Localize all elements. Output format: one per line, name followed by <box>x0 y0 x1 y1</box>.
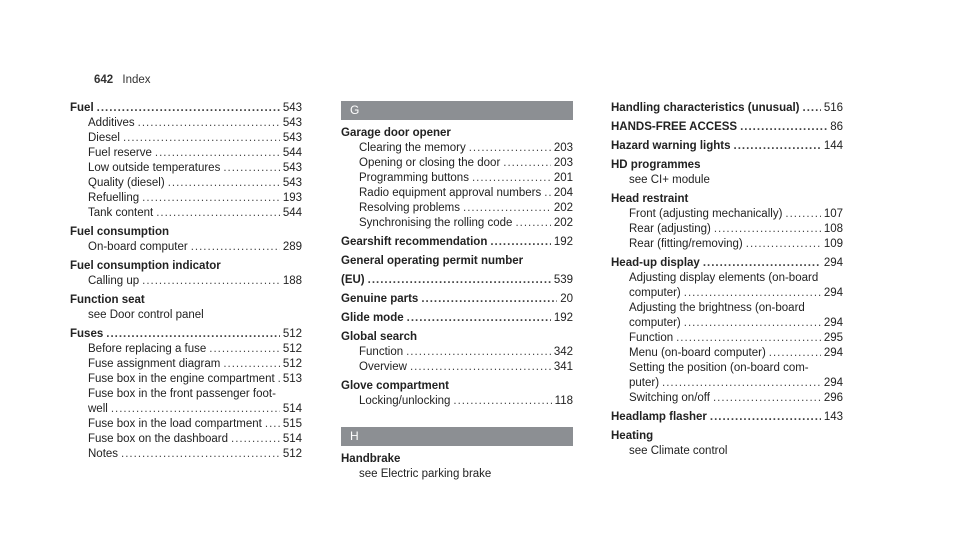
index-subentry[interactable] <box>70 447 302 462</box>
entry-text: Glide mode <box>341 312 404 324</box>
index-subentry[interactable] <box>341 360 573 375</box>
page-ref[interactable]: 202 <box>553 217 573 229</box>
page-ref[interactable]: 514 <box>282 433 302 445</box>
page-ref[interactable]: 543 <box>282 162 302 174</box>
page-ref[interactable]: 295 <box>823 332 843 344</box>
page-ref[interactable]: 192 <box>553 312 573 324</box>
entry-text: Fuse box in the front passenger foot- <box>88 388 276 400</box>
index-subentry[interactable] <box>611 222 843 237</box>
dot-leader <box>155 146 280 161</box>
dot-leader <box>223 161 279 176</box>
page-ref[interactable]: 203 <box>553 157 573 169</box>
entry-text: Gearshift recommendation <box>341 236 488 248</box>
entry-text: Handling characteristics (unusual) <box>611 102 800 114</box>
page-ref[interactable]: 512 <box>282 328 302 340</box>
page-ref[interactable]: 201 <box>553 172 573 184</box>
index-group-h <box>341 452 573 482</box>
index-subentry[interactable] <box>341 171 573 186</box>
dot-leader <box>740 120 827 135</box>
page-ref[interactable]: 192 <box>553 236 573 248</box>
entry-text: Adjusting the brightness (on-board <box>629 302 805 314</box>
entry-text: Quality (diesel) <box>88 177 165 189</box>
page-ref[interactable]: 539 <box>553 274 573 286</box>
index-entry[interactable] <box>341 330 573 345</box>
entry-text: General operating permit number <box>341 255 524 267</box>
dot-leader <box>785 207 820 222</box>
dot-leader <box>223 357 280 372</box>
page-ref[interactable]: 107 <box>823 208 843 220</box>
page-ref[interactable]: 289 <box>282 241 302 253</box>
entry-text: see Electric parking brake <box>359 468 492 480</box>
index-subentry[interactable] <box>70 357 302 372</box>
dot-leader <box>469 141 551 156</box>
dot-leader <box>714 222 821 237</box>
page-ref[interactable]: 294 <box>823 377 843 389</box>
entry-text: HANDS-FREE ACCESS <box>611 121 738 133</box>
page-ref[interactable]: 143 <box>823 411 843 423</box>
entry-text: Rear (fitting/removing) <box>629 238 743 250</box>
entry-text: Additives <box>88 117 135 129</box>
entry-text: Function <box>359 346 404 358</box>
entry-text: Global search <box>341 331 418 343</box>
entry-text: (EU) <box>341 274 365 286</box>
entry-text: Handbrake <box>341 453 401 465</box>
dot-leader <box>544 186 551 201</box>
entry-text: Refuelling <box>88 192 140 204</box>
index-subentry[interactable] <box>341 186 573 201</box>
entry-text: Fuse box on the dashboard <box>88 433 229 445</box>
index-subentry[interactable] <box>70 342 302 357</box>
index-column-3 <box>611 101 843 459</box>
page-ref[interactable]: 118 <box>554 395 573 407</box>
entry-text: Diesel <box>88 132 120 144</box>
index-subentry[interactable] <box>611 346 843 361</box>
entry-text: Overview <box>359 361 407 373</box>
page-ref[interactable]: 294 <box>823 347 843 359</box>
dot-leader <box>407 311 551 326</box>
index-subentry[interactable] <box>70 387 302 402</box>
page-ref[interactable]: 341 <box>553 361 573 373</box>
entry-text: Opening or closing the door <box>359 157 501 169</box>
page-ref[interactable]: 342 <box>553 346 573 358</box>
index-subentry[interactable] <box>341 141 573 156</box>
page-ref[interactable]: 543 <box>282 177 302 189</box>
entry-text: Glove compartment <box>341 380 449 392</box>
entry-text: Fuse box in the load compartment <box>88 418 262 430</box>
page-ref[interactable]: 516 <box>823 102 843 114</box>
page-ref[interactable]: 515 <box>282 418 302 430</box>
index-entry[interactable] <box>611 139 843 154</box>
dot-leader <box>142 274 280 289</box>
dot-leader <box>106 327 280 342</box>
dot-leader <box>278 372 280 387</box>
entry-text: Rear (adjusting) <box>629 223 711 235</box>
index-subentry[interactable] <box>341 394 573 409</box>
index-subentry[interactable] <box>70 191 302 206</box>
dot-leader <box>463 201 551 216</box>
index-subentry[interactable] <box>611 316 843 331</box>
dot-leader <box>209 342 280 357</box>
index-entry[interactable] <box>70 225 302 240</box>
entry-text: Front (adjusting mechanically) <box>629 208 783 220</box>
page-header <box>94 74 151 86</box>
entry-text: Radio equipment approval numbers <box>359 187 542 199</box>
dot-leader <box>676 331 821 346</box>
entry-text: Head-up display <box>611 257 700 269</box>
dot-leader <box>138 116 280 131</box>
index-subentry[interactable] <box>70 176 302 191</box>
entry-text: computer) <box>629 287 681 299</box>
dot-leader <box>410 360 551 375</box>
index-column-2 <box>341 101 573 482</box>
entry-text: see Door control panel <box>88 309 204 321</box>
page-ref[interactable]: 108 <box>823 223 843 235</box>
index-entry[interactable] <box>341 311 573 326</box>
index-subentry[interactable] <box>70 274 302 289</box>
index-subentry[interactable] <box>611 301 843 316</box>
index-entry[interactable] <box>611 158 843 173</box>
entry-text: Function <box>629 332 674 344</box>
index-subentry[interactable] <box>611 237 843 252</box>
index-subentry[interactable] <box>611 286 843 301</box>
index-subentry[interactable] <box>70 206 302 221</box>
entry-text: Before replacing a fuse <box>88 343 207 355</box>
entry-text: Function seat <box>70 294 145 306</box>
page-ref[interactable]: 144 <box>823 140 843 152</box>
dot-leader <box>453 394 551 409</box>
entry-text: Switching on/off <box>629 392 710 404</box>
letter-heading-h: H <box>341 427 573 446</box>
dot-leader <box>472 171 551 186</box>
index-entry[interactable] <box>341 452 573 467</box>
index-subentry[interactable] <box>341 201 573 216</box>
entry-text: Fuel <box>70 102 94 114</box>
index-entry[interactable] <box>341 292 573 307</box>
index-subentry[interactable] <box>70 161 302 176</box>
page-ref[interactable]: 543 <box>282 117 302 129</box>
entry-text: Resolving problems <box>359 202 460 214</box>
entry-text: Calling up <box>88 275 140 287</box>
entry-text: On-board computer <box>88 241 188 253</box>
page-ref[interactable]: 294 <box>823 287 843 299</box>
dot-leader <box>503 156 551 171</box>
page-ref[interactable]: 204 <box>553 187 573 199</box>
index-subentry[interactable] <box>611 391 843 406</box>
index-subentry[interactable] <box>70 116 302 131</box>
index-subentry[interactable] <box>611 376 843 391</box>
index-entry[interactable] <box>70 101 302 116</box>
index-subentry[interactable] <box>70 372 302 387</box>
dot-leader <box>769 346 821 361</box>
entry-text: Heating <box>611 430 654 442</box>
index-entry[interactable] <box>341 379 573 394</box>
entry-text: well <box>88 403 108 415</box>
dot-leader <box>515 216 550 231</box>
dot-leader <box>156 206 280 221</box>
index-subentry[interactable] <box>611 331 843 346</box>
page-number: 642 <box>94 74 114 86</box>
index-group-g <box>341 126 573 409</box>
page-ref[interactable]: 512 <box>282 358 302 370</box>
entry-text: Fuse box in the engine compartment <box>88 373 275 385</box>
page-ref[interactable]: 544 <box>282 207 302 219</box>
dot-leader <box>123 131 280 146</box>
entry-text: Fuse assignment diagram <box>88 358 221 370</box>
index-subentry[interactable] <box>341 216 573 231</box>
page-ref[interactable]: 514 <box>282 403 302 415</box>
dot-leader <box>421 292 557 307</box>
dot-leader <box>713 391 821 406</box>
entry-text: Notes <box>88 448 119 460</box>
entry-text: Hazard warning lights <box>611 140 731 152</box>
entry-text: Clearing the memory <box>359 142 466 154</box>
entry-text: HD programmes <box>611 159 701 171</box>
entry-text: Programming buttons <box>359 172 469 184</box>
page-ref[interactable]: 294 <box>823 257 843 269</box>
dot-leader <box>121 447 280 462</box>
dot-leader <box>746 237 821 252</box>
entry-text: Synchronising the rolling code <box>359 217 513 229</box>
dot-leader <box>703 256 821 271</box>
page-ref[interactable]: 86 <box>830 121 843 133</box>
page-ref[interactable]: 294 <box>823 317 843 329</box>
entry-text: Menu (on-board computer) <box>629 347 766 359</box>
page-ref[interactable]: 513 <box>282 373 302 385</box>
index-subentry[interactable] <box>611 271 843 286</box>
dot-leader <box>265 417 280 432</box>
entry-text: Head restraint <box>611 193 689 205</box>
entry-text: Tank content <box>88 207 154 219</box>
dot-leader <box>368 273 551 288</box>
dot-leader <box>803 101 821 116</box>
index-subentry[interactable] <box>341 156 573 171</box>
page-ref[interactable]: 193 <box>282 192 302 204</box>
index-subentry[interactable] <box>611 207 843 222</box>
entry-text: Headlamp flasher <box>611 411 707 423</box>
entry-text: Fuel consumption <box>70 226 170 238</box>
index-subentry[interactable] <box>611 444 843 459</box>
letter-heading-g: G <box>341 101 573 120</box>
entry-text: Genuine parts <box>341 293 419 305</box>
index-entry[interactable] <box>341 235 573 250</box>
dot-leader <box>684 286 821 301</box>
index-entry[interactable] <box>70 327 302 342</box>
dot-leader <box>490 235 550 250</box>
index-subentry[interactable] <box>70 131 302 146</box>
entry-text: Low outside temperatures <box>88 162 221 174</box>
dot-leader <box>191 240 280 255</box>
entry-text: Fuel reserve <box>88 147 152 159</box>
entry-text: puter) <box>629 377 660 389</box>
dot-leader <box>684 316 821 331</box>
dot-leader <box>142 191 280 206</box>
index-subentry[interactable] <box>70 432 302 447</box>
index-entry[interactable] <box>611 256 843 271</box>
index-subentry[interactable] <box>611 361 843 376</box>
dot-leader <box>231 432 280 447</box>
index-entry[interactable] <box>70 293 302 308</box>
page-ref[interactable]: 20 <box>560 293 573 305</box>
index-entry[interactable] <box>611 101 843 116</box>
page-ref[interactable]: 543 <box>282 132 302 144</box>
index-subentry[interactable] <box>611 173 843 188</box>
entry-text: see Climate control <box>629 445 728 457</box>
index-subentry[interactable] <box>341 345 573 360</box>
index-entry[interactable] <box>611 429 843 444</box>
entry-text: see CI+ module <box>629 174 710 186</box>
entry-text: Fuel consumption indicator <box>70 260 221 272</box>
index-subentry[interactable] <box>70 417 302 432</box>
page-ref[interactable]: 109 <box>823 238 843 250</box>
dot-leader <box>111 402 280 417</box>
index-entry[interactable] <box>611 120 843 135</box>
page-ref[interactable]: 512 <box>282 448 302 460</box>
dot-leader <box>734 139 821 154</box>
index-subentry[interactable] <box>70 146 302 161</box>
page-ref[interactable]: 543 <box>282 102 302 114</box>
index-entry[interactable] <box>611 192 843 207</box>
page-ref[interactable]: 203 <box>553 142 573 154</box>
dot-leader <box>662 376 821 391</box>
dot-leader <box>406 345 551 360</box>
entry-text: Adjusting display elements (on-board <box>629 272 819 284</box>
entry-text: Garage door opener <box>341 127 451 139</box>
page-title: Index <box>122 74 151 86</box>
entry-text: Fuses <box>70 328 104 340</box>
entry-text: Setting the position (on-board com- <box>629 362 809 374</box>
index-subentry[interactable] <box>341 467 573 482</box>
index-entry[interactable] <box>341 126 573 141</box>
dot-leader <box>168 176 280 191</box>
index-entry[interactable] <box>70 259 302 274</box>
index-subentry[interactable] <box>70 402 302 417</box>
index-subentry[interactable] <box>70 240 302 255</box>
index-entry[interactable] <box>341 273 573 288</box>
entry-text: computer) <box>629 317 681 329</box>
entry-text: Locking/unlocking <box>359 395 451 407</box>
page-ref[interactable]: 296 <box>823 392 843 404</box>
index-entry[interactable] <box>341 254 573 269</box>
dot-leader <box>710 410 821 425</box>
page-ref[interactable]: 512 <box>282 343 302 355</box>
index-entry[interactable] <box>611 410 843 425</box>
dot-leader <box>97 101 280 116</box>
page-ref[interactable]: 188 <box>282 275 302 287</box>
page-ref[interactable]: 202 <box>553 202 573 214</box>
index-subentry[interactable] <box>70 308 302 323</box>
index-column-1 <box>70 101 302 462</box>
page-ref[interactable]: 544 <box>282 147 302 159</box>
